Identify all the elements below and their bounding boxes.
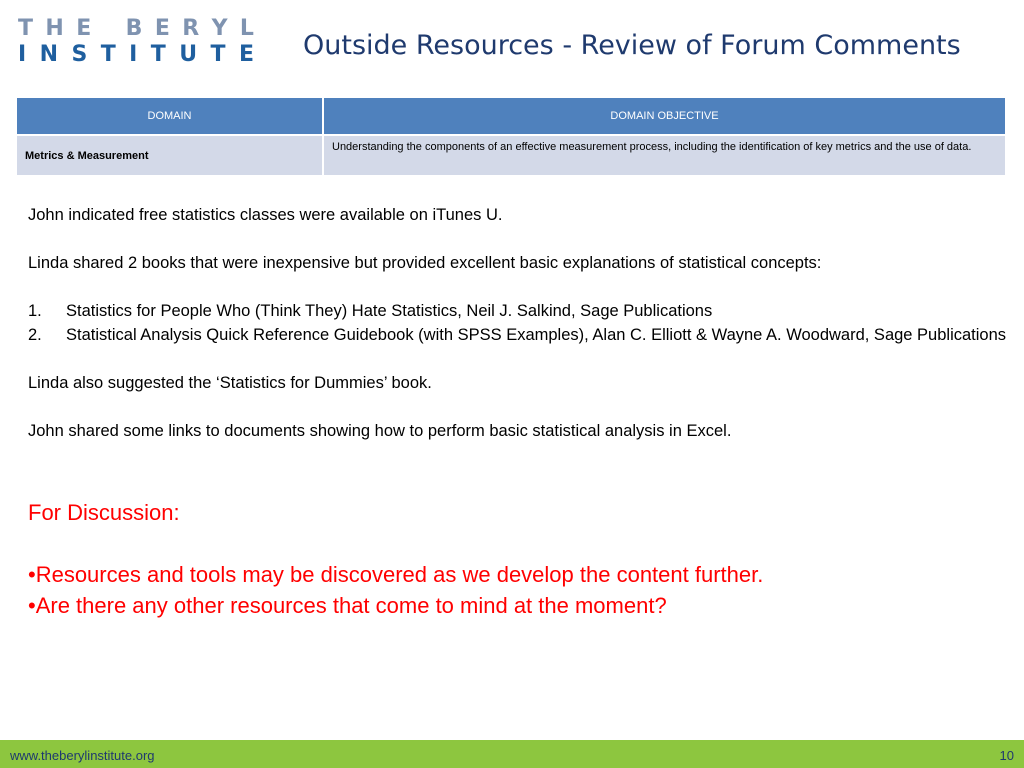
list-item	[28, 299, 1008, 323]
list-number: 2.	[28, 326, 42, 344]
discussion-bullet: •Are there any other resources that come to mind at the moment?	[28, 593, 667, 618]
logo-line-institute: I N S T I T U T E	[18, 42, 254, 67]
itunes-paragraph: John indicated free statistics classes were available on iTunes U.	[28, 206, 503, 224]
slide-title: Outside Resources - Review of Forum Comments	[303, 30, 961, 61]
book-title: Statistical Analysis Quick Reference Guidebook (with SPSS Examples), Alan C. Elliott & Wayne A. Woodward, Sage Publications	[66, 326, 1007, 344]
beryl-institute-logo	[18, 18, 258, 66]
footer-bar	[0, 740, 1024, 768]
book-title: Statistics for People Who (Think They) Hate Statistics, Neil J. Salkind, Sage Publications	[66, 302, 713, 320]
slide-body	[28, 203, 1008, 443]
table-row	[17, 135, 1006, 175]
domain-objective-header: DOMAIN OBJECTIVE	[323, 98, 1006, 135]
discussion-section	[28, 497, 1008, 621]
page-number: 10	[999, 748, 1014, 763]
list-number: 1.	[28, 302, 42, 320]
dummies-paragraph: Linda also suggested the ‘Statistics for Dummies’ book.	[28, 374, 432, 392]
objective-cell: Understanding the components of an effective measurement process, including the identification of key metrics and the use of data.	[323, 135, 1006, 175]
footer-url[interactable]: www.theberylinstitute.org	[10, 748, 155, 763]
discussion-heading: For Discussion:	[28, 500, 180, 525]
books-intro-paragraph: Linda shared 2 books that were inexpensive but provided excellent basic explanations of statistical concepts:	[28, 254, 822, 272]
list-item	[28, 323, 1008, 347]
domain-cell: Metrics & Measurement	[17, 135, 323, 175]
domain-table	[17, 98, 1007, 175]
domain-header: DOMAIN	[17, 98, 323, 135]
table-header-row	[17, 98, 1006, 135]
excel-paragraph: John shared some links to documents showing how to perform basic statistical analysis in Excel.	[28, 422, 732, 440]
logo-line-the-beryl: T H E B E R Y L	[18, 16, 254, 41]
book-list	[28, 299, 1008, 347]
discussion-bullet: •Resources and tools may be discovered as we develop the content further.	[28, 562, 764, 587]
